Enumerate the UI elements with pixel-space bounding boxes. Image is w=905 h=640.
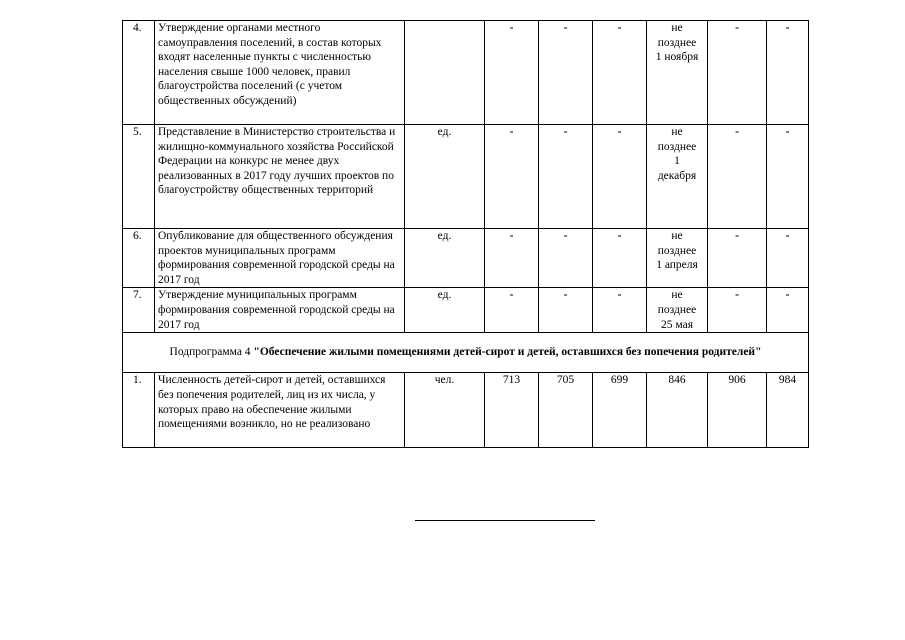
value-cell: 705 xyxy=(539,373,593,448)
value-cell: - xyxy=(539,125,593,229)
indicator-description: Утверждение муниципальных программ формирования современной городской среды на 2017 год xyxy=(155,288,405,333)
table-row-sub-1 xyxy=(123,373,809,448)
unit-cell: ед. xyxy=(405,229,485,288)
deadline-cell xyxy=(647,229,708,288)
table-row-7 xyxy=(123,288,809,333)
deadline-cell xyxy=(647,21,708,125)
value-cell: - xyxy=(485,288,539,333)
value-cell: - xyxy=(593,125,647,229)
indicator-description: Представление в Министерство строительства и жилищно-коммунального хозяйства Российской Федерации на конкурс не менее двух реализованных в 2017 году лучших проектов по благоустройству общественных территорий xyxy=(155,125,405,229)
subprogram-title: "Обеспечение жилыми помещениями детей-сирот и детей, оставшихся без попечения родителей" xyxy=(253,346,762,359)
footer-separator-line xyxy=(415,520,595,521)
deadline-line: 1 ноября xyxy=(655,51,699,64)
value-cell: - xyxy=(485,229,539,288)
row-number: 6. xyxy=(123,229,155,288)
value-cell: - xyxy=(593,21,647,125)
row-number: 1. xyxy=(123,373,155,448)
row-number: 5. xyxy=(123,125,155,229)
value-cell: - xyxy=(767,125,809,229)
deadline-line: не xyxy=(671,126,683,138)
table-row-4 xyxy=(123,21,809,125)
indicator-description: Опубликование для общественного обсуждения проектов муниципальных программ формирования современной городской среды на 2017 год xyxy=(155,229,405,288)
deadline-line: позднее xyxy=(657,36,697,49)
deadline-cell xyxy=(647,288,708,333)
value-cell: - xyxy=(485,21,539,125)
deadline-line: позднее xyxy=(657,244,697,257)
value-cell: - xyxy=(593,288,647,333)
row-number: 7. xyxy=(123,288,155,333)
value-cell: 713 xyxy=(485,373,539,448)
deadline-line: не xyxy=(671,22,683,34)
value-cell: - xyxy=(708,125,767,229)
value-cell: - xyxy=(539,21,593,125)
value-cell: - xyxy=(767,288,809,333)
deadline-line: не xyxy=(671,289,683,302)
value-cell: - xyxy=(593,229,647,288)
deadline-line: позднее xyxy=(657,303,697,316)
deadline-cell xyxy=(647,125,708,229)
row-number: 4. xyxy=(123,21,155,125)
indicators-table xyxy=(122,20,809,448)
unit-cell xyxy=(405,21,485,125)
value-cell: - xyxy=(708,229,767,288)
subprogram-prefix: Подпрограмма 4 xyxy=(169,346,254,359)
value-cell: 699 xyxy=(593,373,647,448)
value-cell: - xyxy=(485,125,539,229)
value-cell: - xyxy=(708,21,767,125)
value-cell: - xyxy=(539,288,593,333)
deadline-line: 25 мая xyxy=(661,318,693,331)
subprogram-header-row xyxy=(123,333,809,373)
unit-cell: ед. xyxy=(405,288,485,333)
value-cell: - xyxy=(539,229,593,288)
value-cell: - xyxy=(767,21,809,125)
value-cell: - xyxy=(767,229,809,288)
deadline-line: не xyxy=(671,230,683,242)
value-cell: - xyxy=(708,288,767,333)
deadline-line: декабря xyxy=(657,169,697,182)
indicator-description: Утверждение органами местного самоуправления поселений, в состав которых входят населенные пункты с численностью населения свыше 1000 человек, правил благоустройства поселений (с учетом общественных обсуждений) xyxy=(155,21,405,125)
value-cell: 984 xyxy=(767,373,809,448)
deadline-line: 1 xyxy=(674,155,680,168)
value-cell: 846 xyxy=(647,373,708,448)
indicator-description: Численность детей-сирот и детей, оставшихся без попечения родителей, лиц из их числа, у которых право на обеспечение жилыми помещениями возникло, но не реализовано xyxy=(155,373,405,448)
unit-cell: ед. xyxy=(405,125,485,229)
unit-cell: чел. xyxy=(405,373,485,448)
subprogram-heading xyxy=(123,333,809,373)
value-cell: 906 xyxy=(708,373,767,448)
deadline-line: позднее xyxy=(657,140,697,153)
table-row-5 xyxy=(123,125,809,229)
deadline-line: 1 апреля xyxy=(656,259,698,272)
table-row-6 xyxy=(123,229,809,288)
